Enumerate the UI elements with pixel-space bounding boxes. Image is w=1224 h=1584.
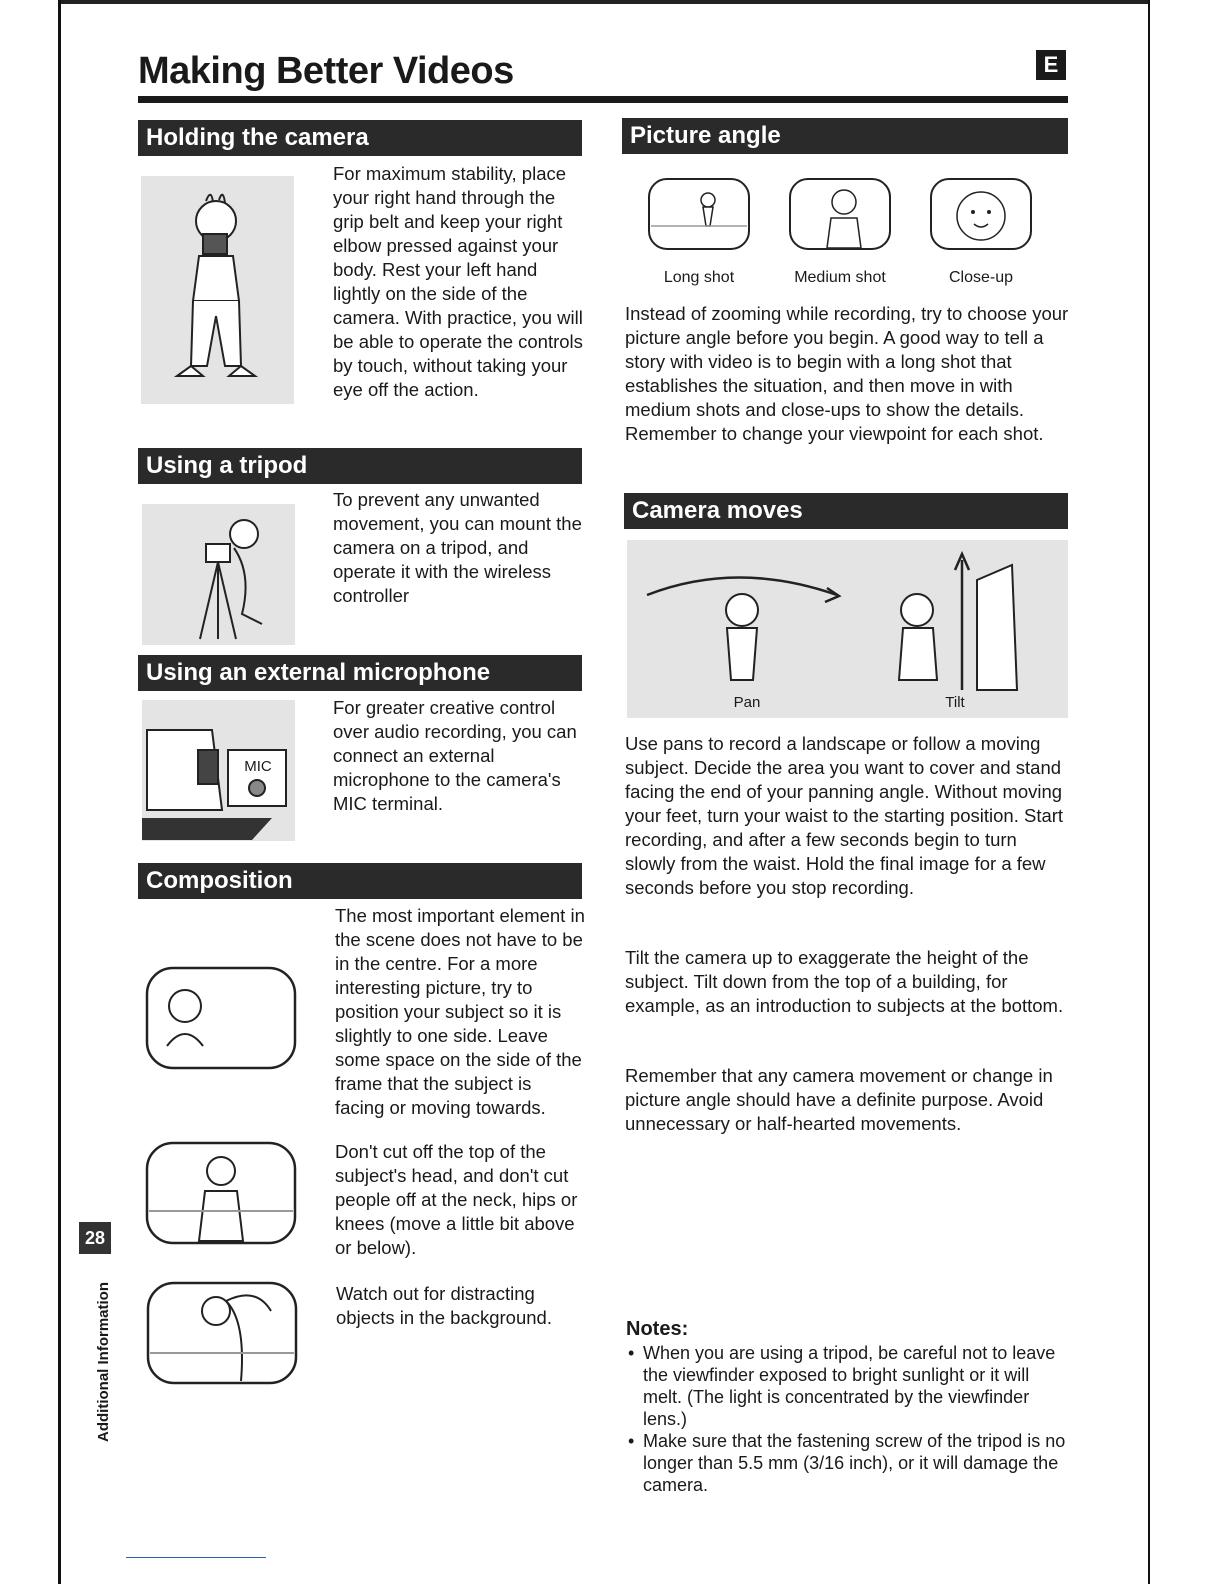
page-title: Making Better Videos	[138, 50, 514, 92]
section-heading-composition: Composition	[138, 863, 582, 899]
page-right-border	[1148, 0, 1150, 1584]
page-left-border	[58, 0, 61, 1584]
long-shot-icon	[648, 178, 750, 250]
tilt-label: Tilt	[945, 694, 965, 711]
notes-heading: Notes:	[626, 1318, 689, 1340]
caption-long-shot: Long shot	[663, 269, 735, 286]
medium-shot-icon	[789, 178, 891, 250]
section-heading-tripod: Using a tripod	[138, 448, 582, 484]
language-badge: E	[1036, 50, 1066, 80]
mic-label: MIC	[244, 758, 272, 775]
tripod-icon	[142, 504, 295, 645]
section-heading-camera-moves: Camera moves	[624, 493, 1068, 529]
note-item: • When you are using a tripod, be careful not to leave the viewfinder exposed to bright sunlight or it will melt. (The light is concentrated by the viewfinder lens.)	[626, 1342, 1071, 1430]
caption-close-up: Close-up	[948, 269, 1014, 286]
camera-moves-text-1: Use pans to record a landscape or follow a moving subject. Decide the area you want to cover and stand facing the end of your panning angle. Without moving your feet, turn your waist to the starting position. Start recording, and after a few seconds begin to turn slowly from the waist. Hold the final image for a few seconds before you stop recording.	[625, 733, 1064, 898]
notes-list	[626, 1342, 1071, 1496]
person-holding-camera-icon	[141, 176, 294, 404]
note-item: • Make sure that the fastening screw of the tripod is no longer than 5.5 mm (3/16 inch), or it will damage the camera.	[626, 1430, 1071, 1496]
pan-label: Pan	[733, 694, 761, 711]
footer-line	[126, 1557, 266, 1558]
camera-moves-text-3: Remember that any camera movement or change in picture angle should have a definite purpose. Avoid unnecessary or half-hearted movements.	[625, 1065, 1053, 1134]
page-number: 28	[79, 1222, 111, 1254]
caption-medium-shot: Medium shot	[794, 269, 886, 286]
composition-text-2: Don't cut off the top of the subject's head, and don't cut people off at the neck, hips or knees (move a little bit above or below).	[335, 1141, 578, 1258]
section-heading-holding: Holding the camera	[138, 120, 582, 156]
microphone-illustration	[142, 700, 295, 841]
composition-framing-illustration	[145, 1141, 297, 1249]
holding-text: For maximum stability, place your right hand through the grip belt and keep your right elbow pressed against your body. Rest your left hand lightly on the side of the camera. With practice, you will be able to operate the controls by touch, without taking your eye off the action.	[333, 163, 583, 400]
subject-framing-icon	[145, 1141, 297, 1249]
section-heading-microphone: Using an external microphone	[138, 655, 582, 691]
page-top-border	[58, 0, 1150, 4]
tripod-text: To prevent any unwanted movement, you can mount the camera on a tripod, and operate it with the wireless controller	[333, 489, 582, 606]
composition-background-illustration	[146, 1281, 298, 1389]
side-section-label: Additional Information	[95, 1282, 112, 1442]
camera-moves-text-2: Tilt the camera up to exaggerate the height of the subject. Tilt down from the top of a building, for example, as an introduction to subjects at the bottom.	[625, 947, 1064, 1016]
section-heading-picture-angle: Picture angle	[622, 118, 1068, 154]
holding-camera-illustration	[141, 176, 294, 404]
title-divider	[138, 96, 1068, 103]
microphone-text: For greater creative control over audio recording, you can connect an external microphone to the camera's MIC terminal.	[333, 697, 577, 814]
tripod-illustration	[142, 504, 295, 645]
picture-angle-text: Instead of zooming while recording, try to choose your picture angle before you begin. A good way to tell a story with video is to begin with a long shot that establishes the situation, and then move in with medium shots and close-ups to show the details. Remember to change your viewpoint for each shot.	[625, 303, 1069, 444]
close-up-icon	[930, 178, 1032, 250]
composition-text-3: Watch out for distracting objects in the background.	[336, 1283, 552, 1328]
medium-shot-illustration	[789, 178, 891, 250]
composition-offcenter-illustration	[145, 966, 297, 1074]
subject-offcenter-icon	[145, 966, 297, 1074]
distracting-background-icon	[146, 1281, 298, 1389]
pan-tilt-icon	[627, 540, 1068, 718]
camera-moves-illustration	[627, 540, 1068, 718]
close-up-illustration	[930, 178, 1032, 250]
long-shot-illustration	[648, 178, 750, 250]
composition-text-1: The most important element in the scene does not have to be in the centre. For a more interesting picture, try to position your subject so it is slightly to one side. Leave some space on the side of the frame that the subject is facing or moving towards.	[335, 905, 585, 1118]
